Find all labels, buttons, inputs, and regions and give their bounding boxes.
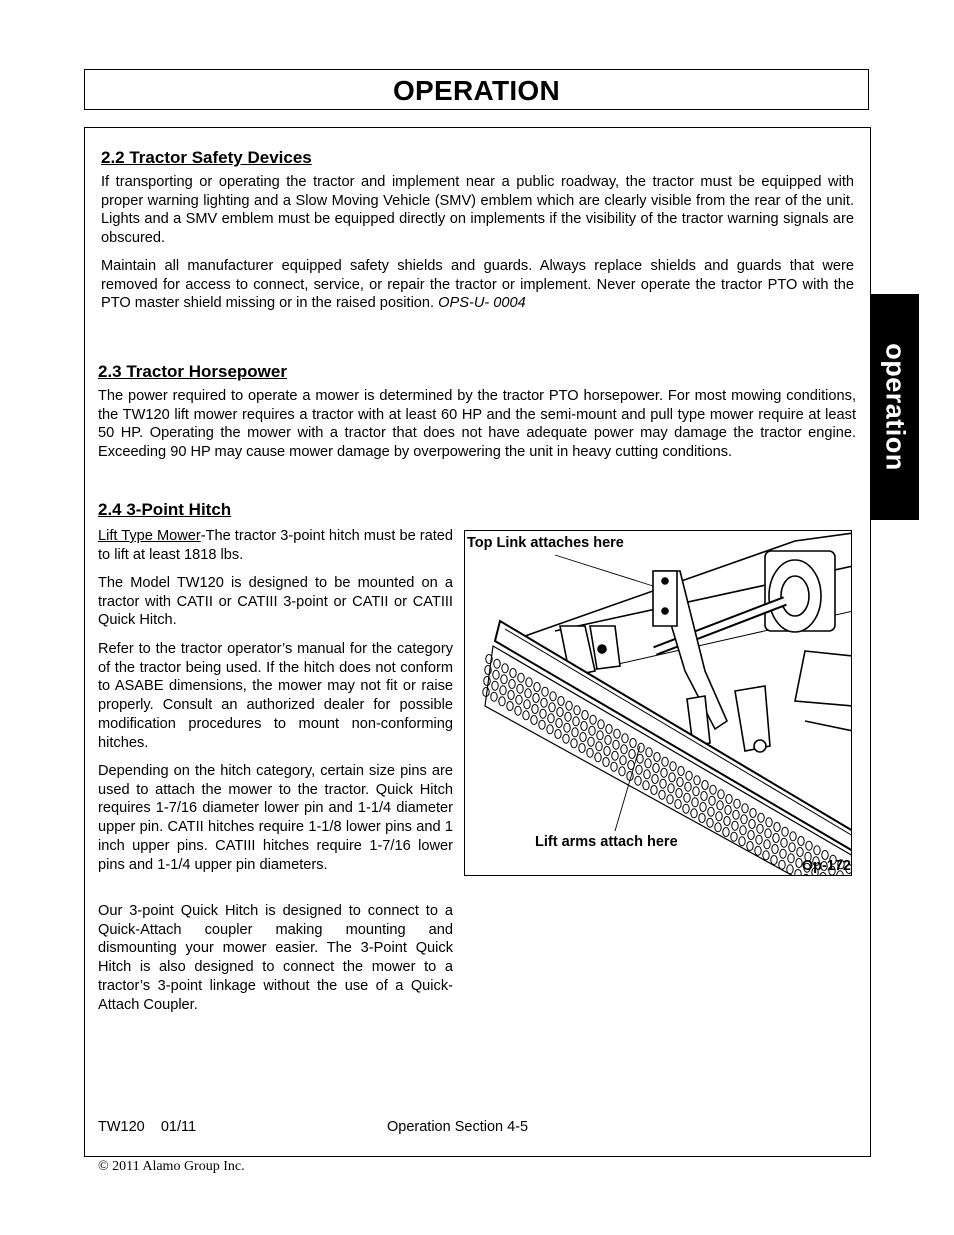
section-2-4-para-4: Depending on the hitch category, certain size pins are used to attach the mower to the tractor. Quick Hitch requires 1-7/16 diameter lower pin and 1-1/4 diameter upper pin. CATII hitches require 1-1/8 lower pins and 1 inch upper pins. CATIII hitches require 1-7/16 lower pins and 1-1/4 upper pin diameters.	[98, 763, 453, 873]
side-tab-label: operation	[880, 343, 910, 471]
footer-model-date: TW120 01/11	[98, 1119, 197, 1135]
figure-label-lift-arms: Lift arms attach here	[535, 834, 678, 850]
section-2-3-para-1: The power required to operate a mower is determined by the tractor PTO horsepower. For most mowing conditions, the TW120 lift mower requires a tractor with at least 60 HP and the semi-mount and pull type mower require at least 50 HP. Operating the mower with a tractor that does not have adequate power may damage the tractor engine. Exceeding 90 HP may cause mower damage by overpowering the unit in heavy cutting conditions.	[98, 388, 856, 461]
footer-section: Operation Section 4-5	[387, 1119, 529, 1135]
section-2-4-heading: 2.4 3-Point Hitch	[98, 500, 232, 519]
section-2-4-para-5: Our 3-point Quick Hitch is designed to connect to a Quick-Attach coupler making mounting and dismounting your mower easier. The 3-Point Quick Hitch is also designed to connect the mower to a tractor’s 3-point linkage without the use of a Quick-Attach Coupler.	[98, 903, 453, 1013]
copyright: © 2011 Alamo Group Inc.	[98, 1159, 245, 1174]
mower-hitch-figure	[464, 530, 852, 876]
section-2-4-para-1	[98, 527, 453, 564]
figure-id: Op-172	[801, 858, 851, 874]
section-2-4-para-3: Refer to the tractor operator’s manual for the category of the tractor being used. If the hitch does not conform to ASABE dimensions, the mower may not fit or raise properly. Consult an authorized dealer for possible modification procedures to mount non-conforming hitches.	[98, 641, 453, 751]
mower-illustration	[465, 531, 852, 876]
section-2-2-para-1: If transporting or operating the tractor and implement near a public roadway, the tractor must be equipped with proper warning lighting and a Slow Moving Vehicle (SMV) emblem which are clearly visible from the rear of the unit. Lights and a SMV emblem must be equipped directly on implements if the visibility of the tractor warning signals are obscured.	[101, 174, 854, 247]
section-2-2-code: OPS-U- 0004	[438, 295, 526, 312]
figure-label-top-link: Top Link attaches here	[467, 535, 624, 551]
lift-type-mower-label: Lift Type Mower	[98, 528, 201, 544]
section-2-2-para-2	[101, 257, 854, 313]
section-2-4-para-1-text: -The tractor 3-point hitch must be rated to lift at least 1818 lbs.	[98, 528, 454, 563]
section-2-3-heading: 2.3 Tractor Horsepower	[98, 362, 287, 381]
section-2-4-para-2: The Model TW120 is designed to be mounted on a tractor with CATII or CATIII 3-point or CATII or CATIII Quick Hitch.	[98, 575, 453, 629]
section-2-2-heading: 2.2 Tractor Safety Devices	[101, 148, 312, 167]
side-tab	[870, 294, 919, 520]
header-box	[84, 69, 869, 110]
page-title: OPERATION	[392, 75, 561, 106]
chain-link	[845, 876, 851, 877]
section-2-2-para-2-text: Maintain all manufacturer equipped safety shields and guards. Always replace shields and guards that were removed for access to connect, service, or repair the tractor or implement. Never operate the tractor PTO with the PTO master shield missing or in the raised position.	[101, 258, 854, 312]
